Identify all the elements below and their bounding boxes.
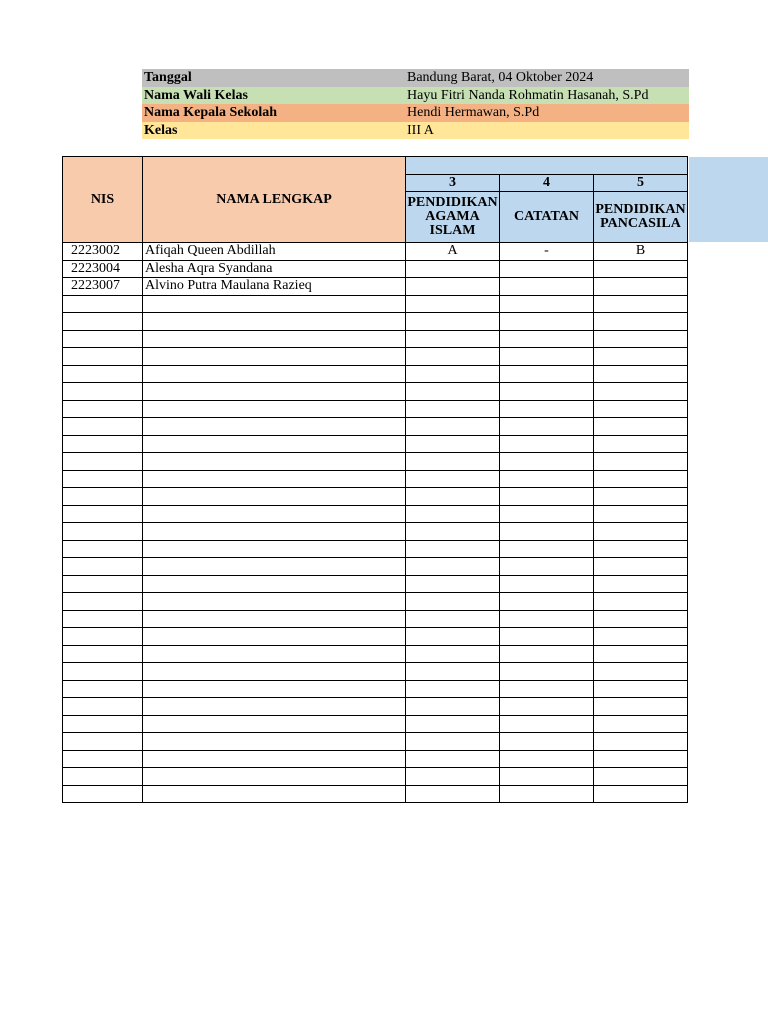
cell-name[interactable] — [143, 750, 406, 768]
cell-grade[interactable] — [594, 750, 688, 768]
table-row-empty — [63, 523, 688, 541]
cell-grade[interactable] — [500, 785, 594, 803]
cell-grade[interactable] — [406, 488, 500, 506]
cell-grade[interactable] — [406, 593, 500, 611]
table-row-empty — [63, 330, 688, 348]
cell-grade[interactable] — [406, 348, 500, 366]
info-label: Kelas — [144, 122, 178, 138]
cell-grade[interactable] — [406, 365, 500, 383]
cell-grade[interactable] — [406, 400, 500, 418]
cell-grade[interactable] — [500, 295, 594, 313]
cell-nis[interactable] — [63, 435, 143, 453]
info-value: III A — [407, 122, 434, 138]
cell-nis[interactable] — [63, 383, 143, 401]
cell-grade[interactable] — [500, 733, 594, 751]
cell-grade[interactable] — [500, 575, 594, 593]
table-row-empty — [63, 540, 688, 558]
cell-grade[interactable] — [500, 418, 594, 436]
subject-number: 4 — [500, 174, 594, 192]
cell-grade[interactable] — [594, 523, 688, 541]
cell-nis[interactable] — [63, 540, 143, 558]
cell-grade[interactable] — [594, 768, 688, 786]
table-row-empty — [63, 628, 688, 646]
cell-grade[interactable] — [594, 645, 688, 663]
cell-name[interactable] — [143, 575, 406, 593]
cell-grade[interactable] — [406, 383, 500, 401]
cell-grade[interactable] — [594, 715, 688, 733]
cell-nis[interactable] — [63, 628, 143, 646]
cell-grade[interactable] — [500, 488, 594, 506]
cell-grade[interactable] — [406, 698, 500, 716]
cell-name[interactable] — [143, 505, 406, 523]
cell-nis[interactable] — [63, 768, 143, 786]
cell-grade[interactable] — [500, 540, 594, 558]
cell-grade[interactable]: B — [594, 243, 688, 261]
cell-grade[interactable] — [406, 313, 500, 331]
info-value: Hayu Fitri Nanda Rohmatin Hasanah, S.Pd — [407, 87, 649, 103]
cell-name[interactable] — [143, 733, 406, 751]
table-row-empty — [63, 313, 688, 331]
cell-grade[interactable] — [500, 663, 594, 681]
info-label: Nama Kepala Sekolah — [144, 105, 278, 120]
table-row-empty — [63, 400, 688, 418]
table-row-empty — [63, 453, 688, 471]
cell-name[interactable] — [143, 400, 406, 418]
cell-nis[interactable]: 2223002 — [63, 243, 143, 261]
table-row-empty — [63, 645, 688, 663]
table-row-empty — [63, 663, 688, 681]
info-row-tanggal — [142, 69, 689, 87]
table-row — [63, 278, 688, 296]
cell-nis[interactable] — [63, 593, 143, 611]
cell-name[interactable]: Afiqah Queen Abdillah — [143, 243, 406, 261]
cell-nis[interactable]: 2223007 — [63, 278, 143, 296]
cell-nis[interactable] — [63, 348, 143, 366]
cell-grade[interactable] — [406, 505, 500, 523]
cell-grade[interactable] — [406, 680, 500, 698]
report-info — [142, 69, 689, 139]
cell-grade[interactable] — [594, 540, 688, 558]
cell-grade[interactable] — [594, 505, 688, 523]
cell-grade[interactable] — [406, 260, 500, 278]
cell-grade[interactable] — [406, 715, 500, 733]
cell-grade[interactable] — [594, 348, 688, 366]
cell-grade[interactable] — [500, 505, 594, 523]
cell-name[interactable] — [143, 365, 406, 383]
cell-grade[interactable] — [594, 278, 688, 296]
cell-grade[interactable] — [594, 383, 688, 401]
cell-grade[interactable] — [500, 768, 594, 786]
grades-table — [62, 156, 688, 803]
table-row-empty — [63, 785, 688, 803]
cell-name[interactable] — [143, 645, 406, 663]
cell-name[interactable]: Alvino Putra Maulana Razieq — [143, 278, 406, 296]
cell-grade[interactable] — [500, 400, 594, 418]
cell-nis[interactable]: 2223004 — [63, 260, 143, 278]
cell-nis[interactable] — [63, 365, 143, 383]
table-row-empty — [63, 365, 688, 383]
cell-name[interactable] — [143, 488, 406, 506]
subject-header-catatan: CATATAN — [500, 192, 594, 243]
info-label: Nama Wali Kelas — [144, 87, 248, 103]
cell-nis[interactable] — [63, 505, 143, 523]
cell-grade[interactable] — [406, 645, 500, 663]
cell-grade[interactable] — [500, 383, 594, 401]
cell-grade[interactable] — [594, 785, 688, 803]
cell-grade[interactable] — [500, 680, 594, 698]
cell-nis[interactable] — [63, 785, 143, 803]
cell-grade[interactable] — [406, 610, 500, 628]
info-value: Hendi Hermawan, S.Pd — [407, 105, 540, 120]
cell-name[interactable] — [143, 628, 406, 646]
table-row-empty — [63, 295, 688, 313]
cell-nis[interactable] — [63, 453, 143, 471]
cell-grade[interactable] — [406, 733, 500, 751]
cell-grade[interactable] — [500, 278, 594, 296]
cell-nis[interactable] — [63, 715, 143, 733]
header-fill-extension — [689, 157, 768, 242]
table-row-empty — [63, 733, 688, 751]
cell-name[interactable] — [143, 295, 406, 313]
cell-grade[interactable] — [500, 558, 594, 576]
table-row-empty — [63, 418, 688, 436]
cell-grade[interactable] — [594, 558, 688, 576]
cell-name[interactable] — [143, 663, 406, 681]
table-row-empty — [63, 610, 688, 628]
subject-header-pendidikan-pancasila: PENDIDIKAN PANCASILA — [594, 192, 688, 243]
cell-name[interactable] — [143, 418, 406, 436]
cell-grade[interactable] — [406, 768, 500, 786]
cell-name[interactable] — [143, 470, 406, 488]
table-row-empty — [63, 680, 688, 698]
cell-grade[interactable] — [594, 453, 688, 471]
cell-name[interactable] — [143, 785, 406, 803]
cell-grade[interactable] — [406, 558, 500, 576]
cell-nis[interactable] — [63, 330, 143, 348]
cell-grade[interactable]: A — [406, 243, 500, 261]
cell-nis[interactable] — [63, 488, 143, 506]
header-nama-lengkap: NAMA LENGKAP — [143, 157, 406, 243]
cell-nis[interactable] — [63, 680, 143, 698]
cell-nis[interactable] — [63, 523, 143, 541]
cell-grade[interactable] — [406, 628, 500, 646]
cell-nis[interactable] — [63, 750, 143, 768]
table-row-empty — [63, 435, 688, 453]
cell-grade[interactable] — [594, 593, 688, 611]
cell-grade[interactable] — [594, 663, 688, 681]
cell-grade[interactable] — [594, 435, 688, 453]
info-value: Bandung Barat, 04 Oktober 2024 — [407, 70, 594, 85]
cell-grade[interactable] — [594, 698, 688, 716]
cell-grade[interactable] — [406, 470, 500, 488]
cell-grade[interactable] — [406, 523, 500, 541]
cell-grade[interactable] — [500, 435, 594, 453]
cell-grade[interactable] — [594, 488, 688, 506]
table-row-empty — [63, 750, 688, 768]
cell-grade[interactable] — [406, 453, 500, 471]
table-row-empty — [63, 470, 688, 488]
table-row-empty — [63, 558, 688, 576]
table-row — [63, 260, 688, 278]
cell-name[interactable] — [143, 680, 406, 698]
cell-grade[interactable] — [500, 698, 594, 716]
cell-name[interactable] — [143, 348, 406, 366]
cell-grade[interactable] — [406, 278, 500, 296]
cell-name[interactable] — [143, 313, 406, 331]
cell-nis[interactable] — [63, 698, 143, 716]
cell-nis[interactable] — [63, 610, 143, 628]
cell-nis[interactable] — [63, 575, 143, 593]
table-row-empty — [63, 348, 688, 366]
cell-name[interactable] — [143, 540, 406, 558]
cell-grade[interactable] — [500, 260, 594, 278]
cell-grade[interactable] — [594, 295, 688, 313]
cell-grade[interactable] — [594, 628, 688, 646]
cell-grade[interactable] — [594, 418, 688, 436]
cell-name[interactable] — [143, 610, 406, 628]
cell-grade[interactable] — [500, 453, 594, 471]
cell-grade[interactable] — [594, 260, 688, 278]
cell-grade[interactable] — [594, 575, 688, 593]
subject-header-pendidikan-agama-islam: PENDIDIKAN AGAMA ISLAM — [406, 192, 500, 243]
info-row-wali-kelas — [142, 87, 689, 105]
cell-grade[interactable] — [406, 540, 500, 558]
cell-nis[interactable] — [63, 663, 143, 681]
table-row-empty — [63, 383, 688, 401]
cell-nis[interactable] — [63, 418, 143, 436]
cell-grade[interactable] — [594, 470, 688, 488]
cell-name[interactable] — [143, 768, 406, 786]
cell-grade[interactable] — [500, 330, 594, 348]
cell-name[interactable] — [143, 593, 406, 611]
subject-number: 3 — [406, 174, 500, 192]
cell-name[interactable] — [143, 435, 406, 453]
cell-grade[interactable]: - — [500, 243, 594, 261]
cell-grade[interactable] — [500, 593, 594, 611]
cell-grade[interactable] — [406, 330, 500, 348]
cell-grade[interactable] — [406, 750, 500, 768]
cell-nis[interactable] — [63, 558, 143, 576]
table-row-empty — [63, 575, 688, 593]
cell-grade[interactable] — [500, 750, 594, 768]
table-row-empty — [63, 505, 688, 523]
table-row-empty — [63, 698, 688, 716]
cell-grade[interactable] — [500, 628, 594, 646]
cell-grade[interactable] — [594, 330, 688, 348]
info-row-kepala-sekolah — [142, 104, 689, 122]
cell-grade[interactable] — [500, 715, 594, 733]
cell-grade[interactable] — [500, 470, 594, 488]
cell-grade[interactable] — [594, 733, 688, 751]
cell-grade[interactable] — [594, 313, 688, 331]
subject-number: 5 — [594, 174, 688, 192]
cell-nis[interactable] — [63, 400, 143, 418]
cell-nis[interactable] — [63, 313, 143, 331]
cell-nis[interactable] — [63, 470, 143, 488]
cell-name[interactable] — [143, 330, 406, 348]
cell-grade[interactable] — [500, 523, 594, 541]
cell-name[interactable] — [143, 383, 406, 401]
header-nis: NIS — [63, 157, 143, 243]
cell-grade[interactable] — [406, 435, 500, 453]
cell-grade[interactable] — [406, 663, 500, 681]
cell-grade[interactable] — [500, 313, 594, 331]
cell-nis[interactable] — [63, 295, 143, 313]
cell-name[interactable] — [143, 558, 406, 576]
cell-grade[interactable] — [406, 785, 500, 803]
table-row-empty — [63, 488, 688, 506]
table-row-empty — [63, 593, 688, 611]
cell-name[interactable] — [143, 715, 406, 733]
cell-grade[interactable] — [406, 418, 500, 436]
header-subject-group — [406, 157, 688, 175]
table-row — [63, 243, 688, 261]
cell-grade[interactable] — [594, 680, 688, 698]
cell-grade[interactable] — [406, 295, 500, 313]
cell-grade[interactable] — [594, 400, 688, 418]
cell-name[interactable]: Alesha Aqra Syandana — [143, 260, 406, 278]
cell-grade[interactable] — [500, 610, 594, 628]
cell-grade[interactable] — [406, 575, 500, 593]
cell-nis[interactable] — [63, 733, 143, 751]
cell-grade[interactable] — [500, 348, 594, 366]
cell-name[interactable] — [143, 523, 406, 541]
cell-grade[interactable] — [500, 365, 594, 383]
cell-name[interactable] — [143, 698, 406, 716]
table-row-empty — [63, 768, 688, 786]
cell-name[interactable] — [143, 453, 406, 471]
table-row-empty — [63, 715, 688, 733]
cell-grade[interactable] — [594, 365, 688, 383]
info-label: Tanggal — [144, 70, 192, 85]
cell-grade[interactable] — [594, 610, 688, 628]
cell-nis[interactable] — [63, 645, 143, 663]
cell-grade[interactable] — [500, 645, 594, 663]
info-row-kelas — [142, 122, 689, 140]
